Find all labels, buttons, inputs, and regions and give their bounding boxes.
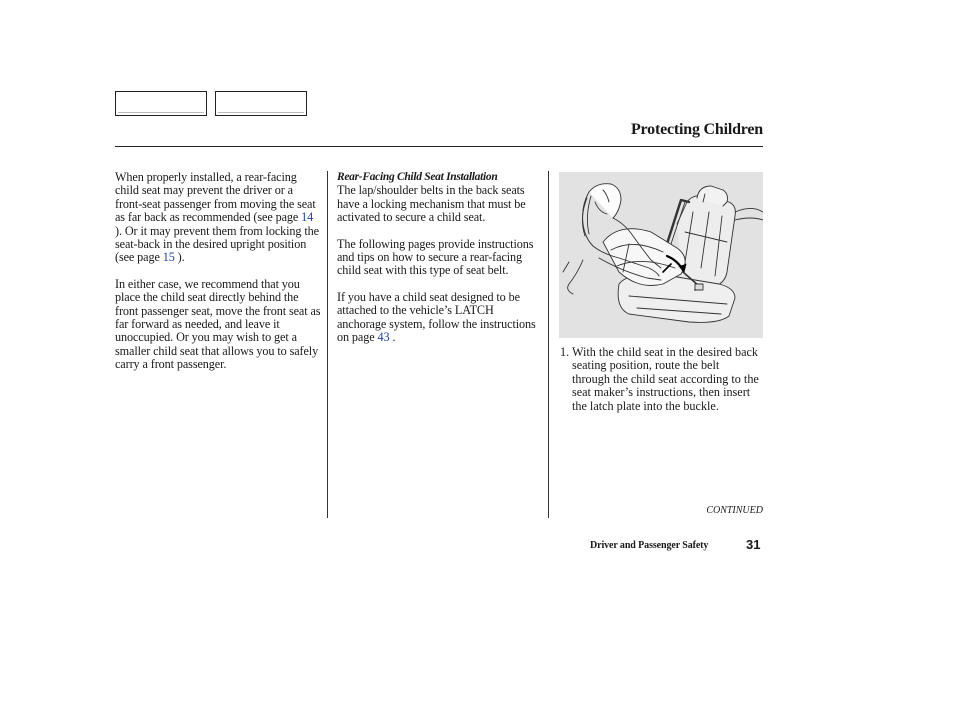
- continued-label: CONTINUED: [706, 505, 763, 516]
- page-link-15[interactable]: 15: [162, 250, 175, 265]
- child-seat-illustration: [559, 172, 763, 338]
- column-left: [115, 171, 321, 385]
- column-divider: [327, 171, 328, 518]
- paragraph: [115, 171, 321, 265]
- text: ).: [174, 250, 185, 265]
- nav-tab-2[interactable]: [215, 91, 307, 116]
- paragraph: The following pages provide instructions and tips on how to secure a rear-facing child seat with this type of seat belt.: [337, 236, 534, 278]
- paragraph: [337, 291, 543, 345]
- instruction-step-1: [560, 346, 760, 413]
- page-number: 31: [746, 537, 761, 552]
- column-divider: [548, 171, 549, 518]
- paragraph: The lap/shoulder belts in the back seats have a locking mechanism that must be activated to secure a child seat.: [337, 183, 526, 225]
- page-link-14[interactable]: 14: [301, 210, 314, 225]
- text: .: [389, 330, 396, 345]
- step-number: 1.: [560, 345, 570, 359]
- paragraph: In either case, we recommend that you place the child seat directly behind the front passenger seat, move the front seat as far forward as needed, and leave it unoccupied. Or you may wish to get a smaller child seat that allows you to safely carry a front passenger.: [115, 276, 321, 372]
- page-title: Protecting Children: [630, 121, 763, 138]
- text: When properly installed, a rear-facing child seat may prevent the driver or a front-seat passenger from moving the seat as far back as recommended (see page: [115, 170, 316, 225]
- column-middle: [337, 171, 543, 357]
- page-link-43[interactable]: 43: [377, 330, 390, 345]
- footer-section-title: Driver and Passenger Safety: [590, 540, 709, 551]
- text: If you have a child seat designed to be attached to the vehicle’s LATCH anchorage system, follow the instructions on page: [337, 289, 536, 345]
- text: ). Or it may prevent them from locking the seat-back in the desired upright position (see page: [115, 223, 319, 265]
- nav-tab-1[interactable]: [115, 91, 207, 116]
- title-rule: [115, 146, 763, 147]
- step-text: With the child seat in the desired back seating position, route the belt through the child seat according to the seat maker’s instructions, then insert the latch plate into the buckle.: [572, 345, 759, 413]
- section-subheading: Rear-Facing Child Seat Installation: [337, 171, 498, 183]
